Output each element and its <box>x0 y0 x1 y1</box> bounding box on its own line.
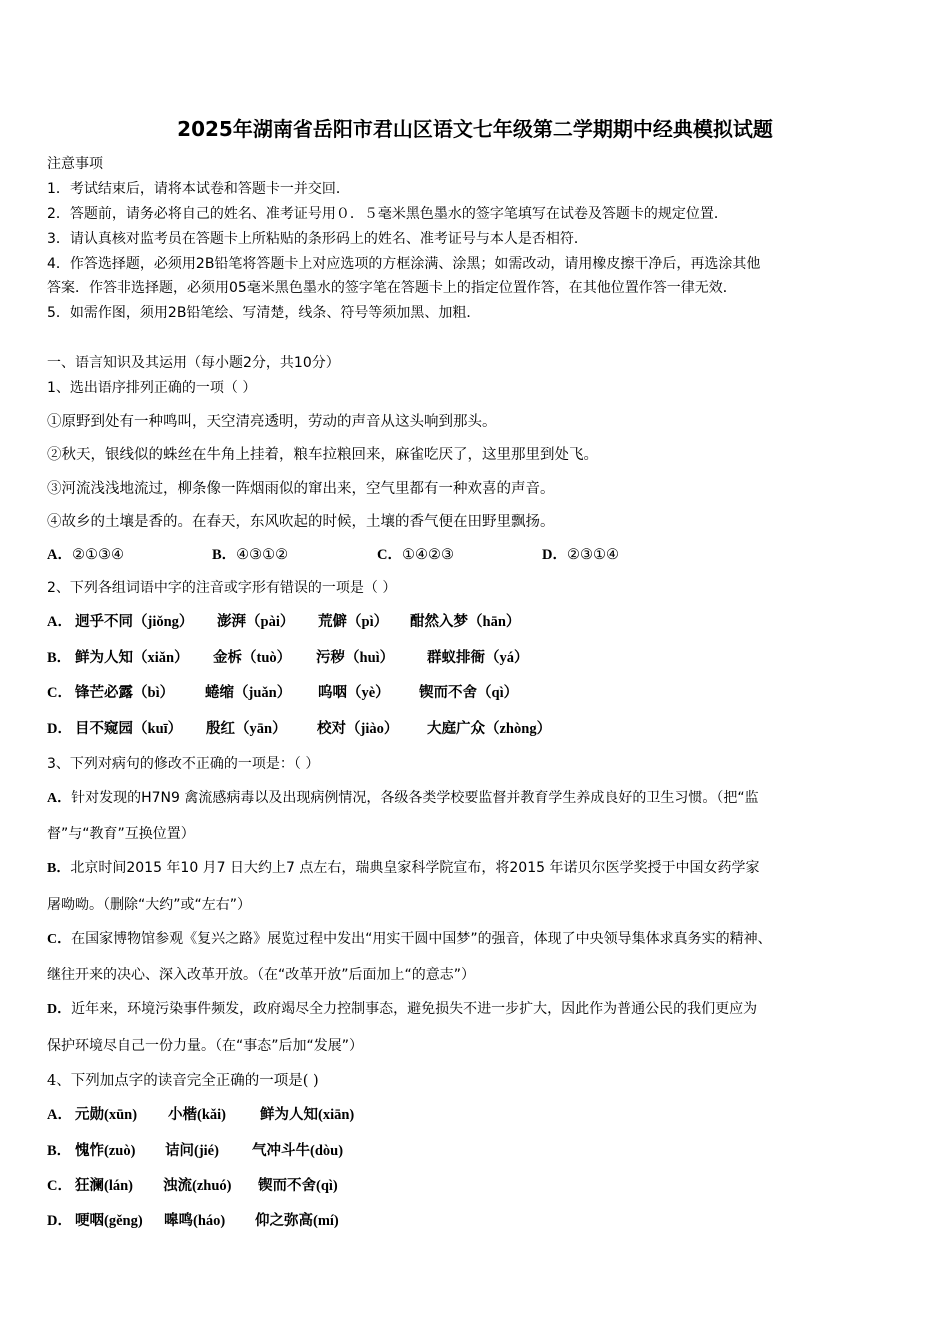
option-continuation: 继往开来的决心、深入改革开放。（在“改革开放”后面加上“的意志”） <box>47 967 476 983</box>
option-label: C． <box>377 547 402 563</box>
option-label: A． <box>47 614 72 630</box>
notice-item: 1．考试结束后，请将本试卷和答题卡一并交回． <box>47 181 350 197</box>
notice-item: 2．答题前，请务必将自己的姓名、准考证号用０．５毫米黑色墨水的签字笔填写在试卷及答题卡的规定位置． <box>47 206 728 222</box>
option-item: 迥乎不同（jiǒng） <box>75 614 194 630</box>
notice-item: 3．请认真核对监考员在答题卡上所粘贴的条形码上的姓名、准考证号与本人是否相符． <box>47 231 588 247</box>
option-item: 污秽（huì） <box>316 650 395 666</box>
option-text: ②①③④ <box>71 547 124 563</box>
option-item: 小楷(kǎi) <box>168 1107 226 1123</box>
sentence: ④故乡的土壤是香的。在春天，东风吹起的时候，土壤的香气便在田野里飘扬。 <box>47 514 555 530</box>
sentence: ②秋天，银线似的蛛丝在牛角上挂着，粮车拉粮回来，麻雀吃厌了，这里那里到处飞。 <box>47 447 598 463</box>
sentence: ①原野到处有一种鸣叫，天空清亮透明，劳动的声音从这头响到那头。 <box>47 414 497 430</box>
notice-heading: 注意事项 <box>47 156 103 172</box>
question-stem: 4、下列加点字的读音完全正确的一项是( ) <box>47 1073 319 1089</box>
option-label: C． <box>47 1178 72 1194</box>
option-item: 诘问(jié) <box>165 1143 219 1159</box>
option-item: 金柝（tuò） <box>213 650 292 666</box>
option-item: 浊流(zhuó) <box>163 1178 232 1194</box>
option-text: ①④②③ <box>401 547 454 563</box>
option-label: B． <box>212 547 237 563</box>
option-item: 哽咽(gěng) <box>75 1213 143 1229</box>
notice-item: 4．作答选择题，必须用2B铅笔将答题卡上对应选项的方框涂满、涂黑；如需改动，请用橡皮擦干净后，再选涂其他 <box>47 256 761 272</box>
option-label: A． <box>47 1107 72 1123</box>
option-continuation: 督”与“教育”互换位置） <box>47 826 195 842</box>
option-label: A． <box>47 791 72 806</box>
option-item: 荒僻（pì） <box>318 614 389 630</box>
q3-option-c <box>47 928 772 948</box>
option-item: 锲而不舍（qì） <box>419 685 519 701</box>
option-item: 蜷缩（juǎn） <box>205 685 292 701</box>
option-label: A． <box>47 547 72 563</box>
option-item: 气冲斗牛(dòu) <box>252 1143 344 1159</box>
option-text: 在国家博物馆参观《复兴之路》展览过程中发出“用实干圆中国梦”的强音，体现了中央领导集体求真务实的精神、 <box>71 931 772 947</box>
sentence: ③河流浅浅地流过，柳条像一阵烟雨似的窜出来，空气里都有一种欢喜的声音。 <box>47 481 555 497</box>
page-title: 2025年湖南省岳阳市君山区语文七年级第二学期期中经典模拟试题 <box>177 117 773 141</box>
option-label: C． <box>47 685 72 701</box>
option-label: D． <box>542 547 567 563</box>
question-stem: 3、下列对病句的修改不正确的一项是：（ ） <box>47 756 320 772</box>
option-item: 锲而不舍(qì) <box>258 1178 338 1194</box>
question-stem: 1、选出语序排列正确的一项（ ） <box>47 380 257 396</box>
option-item: 大庭广众（zhòng） <box>427 721 552 737</box>
option-text: ②③①④ <box>566 547 619 563</box>
option-label: B． <box>47 1143 72 1159</box>
option-item: 元勋(xūn) <box>75 1107 138 1123</box>
option-label: C． <box>47 932 72 947</box>
option-continuation: 屠呦呦。（删除“大约”或“左右”） <box>47 897 252 913</box>
option-label: D． <box>47 1002 72 1017</box>
option-continuation: 保护环境尽自己一份力量。（在“事态”后加“发展”） <box>47 1038 364 1054</box>
option-text: 针对发现的H7N9 禽流感病毒以及出现病例情况，各级各类学校要监督并教育学生养成良好的卫生习惯。（把“监 <box>71 790 759 806</box>
option-label: D． <box>47 1213 72 1229</box>
option-item: 愧怍(zuò) <box>75 1143 136 1159</box>
option-text: 北京时间2015 年10 月7 日大约上7 点左右，瑞典皇家科学院宣布，将2015 年诺贝尔医学奖授于中国女药学家 <box>70 860 760 876</box>
section-heading: 一、语言知识及其运用（每小题2分，共10分） <box>47 355 340 371</box>
option-item: 殷红（yān） <box>206 721 287 737</box>
option-item: 呜咽（yè） <box>318 685 390 701</box>
option-text: ④③①② <box>236 547 289 563</box>
option-item: 鲜为人知(xiān) <box>260 1107 355 1123</box>
option-item: 狂澜(lán) <box>75 1178 133 1194</box>
q3-option-b <box>47 857 759 877</box>
option-item: 鲜为人知（xiǎn） <box>75 650 189 666</box>
option-item: 酣然入梦（hān） <box>410 614 521 630</box>
q3-option-d <box>47 998 757 1018</box>
notice-item: 答案．作答非选择题，必须用05毫米黑色墨水的签字笔在答题卡上的指定位置作答，在其他位置作答一律无效． <box>47 280 737 296</box>
option-item: 澎湃（pài） <box>217 614 295 630</box>
option-item: 仰之弥高(mí) <box>255 1213 339 1229</box>
option-label: B． <box>47 650 72 666</box>
option-item: 群蚁排衙（yá） <box>427 650 529 666</box>
question-stem: 2、下列各组词语中字的注音或字形有错误的一项是（ ） <box>47 580 397 596</box>
option-item: 锋芒必露（bì） <box>75 685 175 701</box>
option-text: 近年来，环境污染事件频发，政府竭尽全力控制事态，避免损失不进一步扩大，因此作为普通公民的我们更应为 <box>71 1001 758 1017</box>
option-item: 嗥鸣(háo) <box>164 1213 226 1229</box>
q3-option-a <box>47 787 759 807</box>
option-label: D． <box>47 721 72 737</box>
option-item: 校对（jiào） <box>317 721 399 737</box>
option-label: B． <box>47 861 71 876</box>
notice-item: 5．如需作图，须用2B铅笔绘、写清楚，线条、符号等须加黑、加粗． <box>47 305 481 321</box>
option-item: 目不窥园（kuī） <box>75 721 183 737</box>
